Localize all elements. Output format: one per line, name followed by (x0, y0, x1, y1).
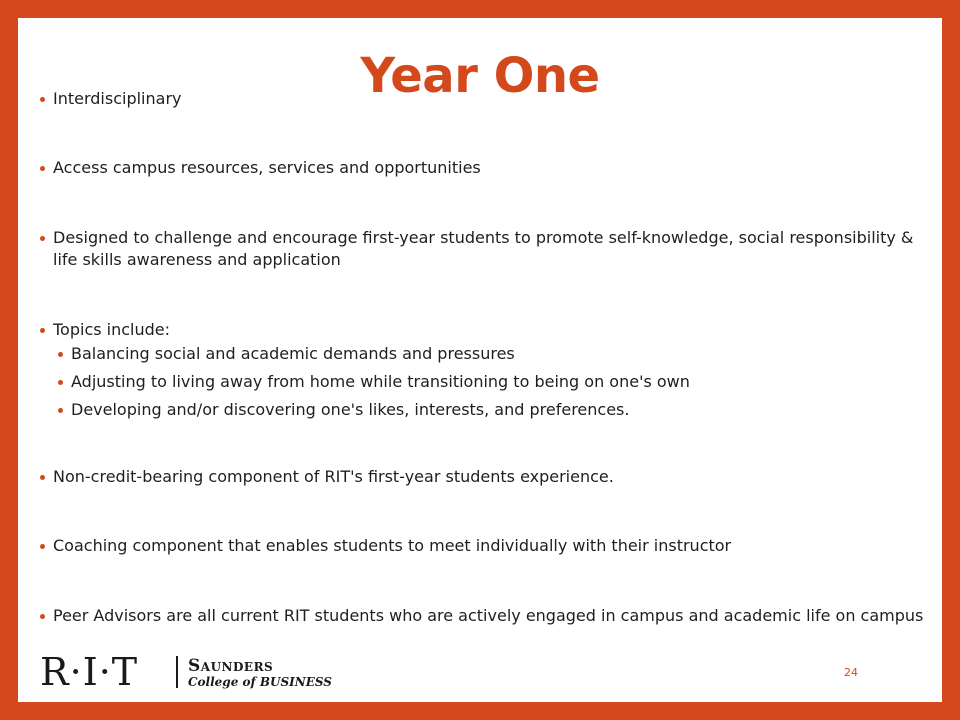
bullet-item: Designed to challenge and encourage first-year students to promote self-knowledge, social responsibility & life skills awareness and application (40, 227, 930, 271)
bullet-item: Access campus resources, services and opportunities (40, 157, 930, 179)
page-number: 24 (844, 666, 858, 679)
bullet-item: Topics include: (40, 319, 930, 341)
sub-bullet-item: Balancing social and academic demands and pressures (58, 343, 930, 365)
rit-logo: R·I·T (40, 650, 139, 694)
bullet-item: Interdisciplinary (40, 88, 930, 110)
saunders-logo (188, 657, 332, 689)
logo-divider (176, 656, 178, 688)
saunders-logo-subtitle: College of BUSINESS (188, 675, 332, 689)
slide-title: Year One (360, 48, 600, 104)
bullet-item: Non-credit-bearing component of RIT's first-year students experience. (40, 466, 930, 488)
slide (18, 18, 942, 702)
saunders-logo-name: Saunders (188, 656, 274, 676)
sub-bullet-item: Adjusting to living away from home while transitioning to being on one's own (58, 371, 930, 393)
bullet-item: Peer Advisors are all current RIT students who are actively engaged in campus and academic life on campus (40, 605, 930, 627)
bullet-item: Coaching component that enables students to meet individually with their instructor (40, 535, 930, 557)
sub-bullet-item: Developing and/or discovering one's likes, interests, and preferences. (58, 399, 930, 421)
